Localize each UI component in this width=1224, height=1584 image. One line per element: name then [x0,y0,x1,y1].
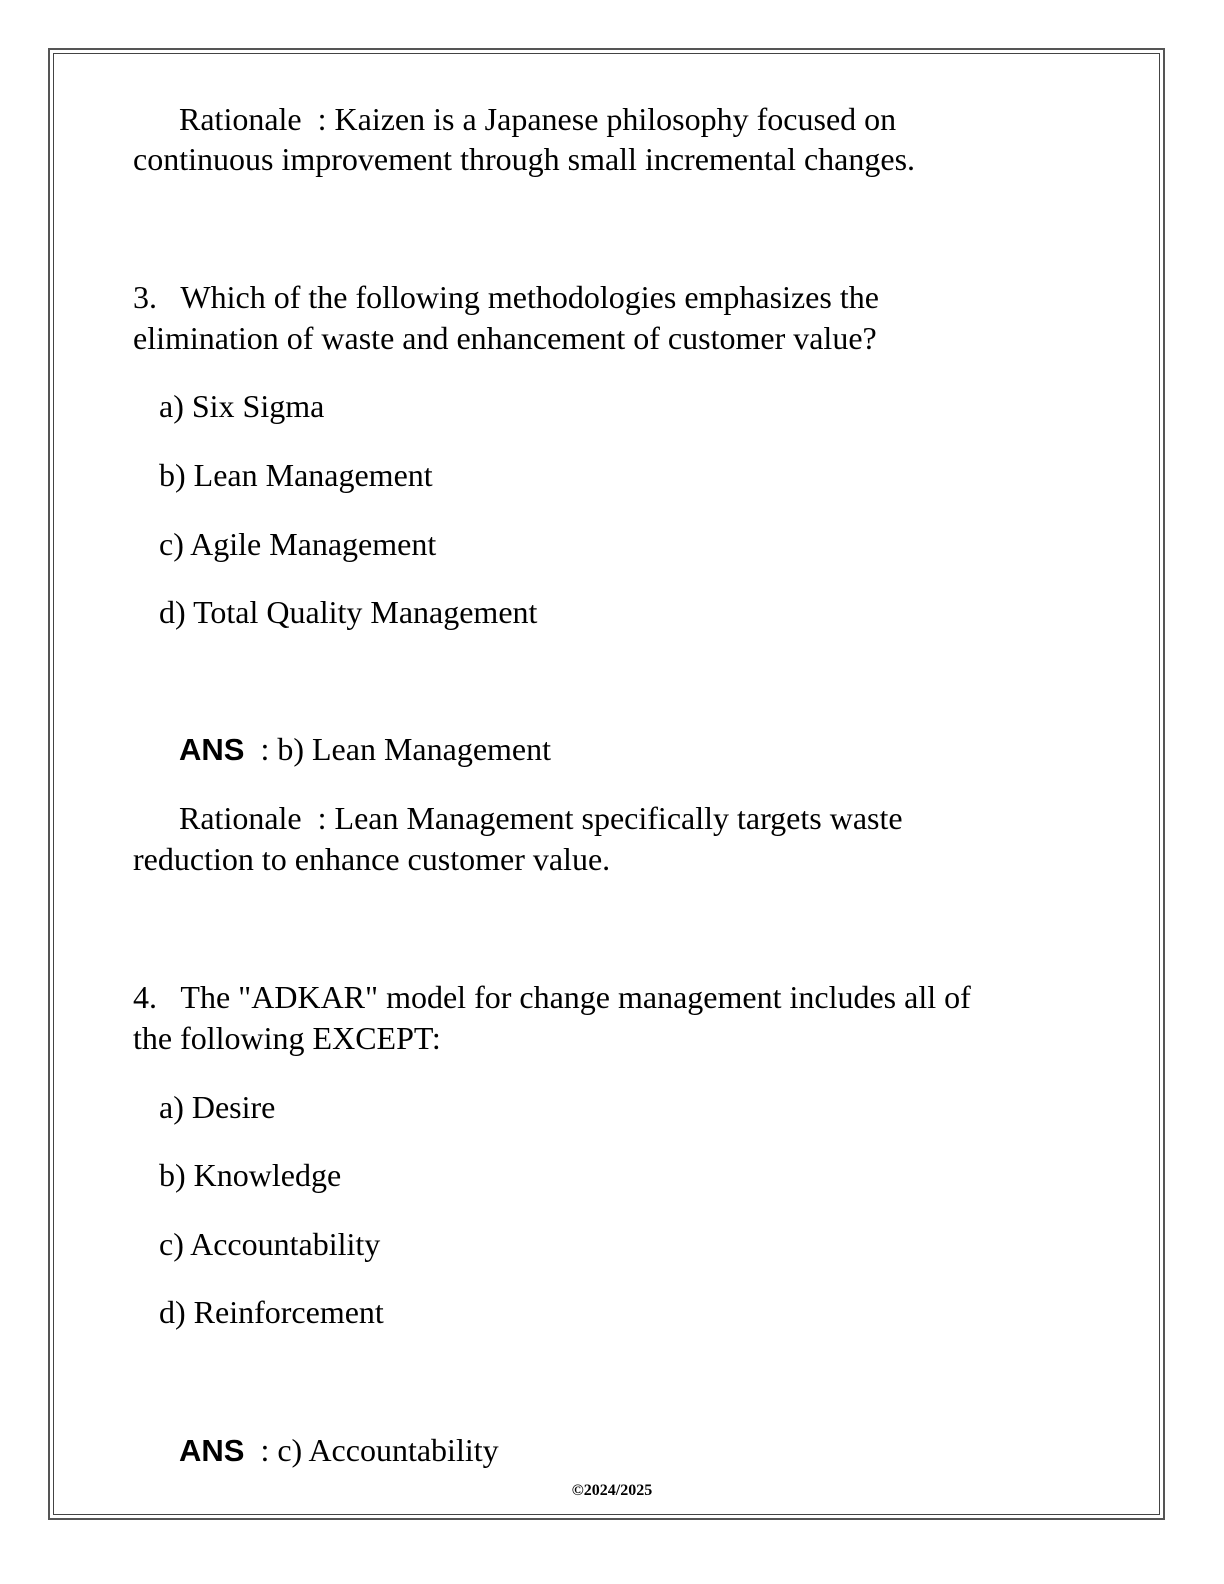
rationale-prev-line1 [179,99,896,139]
q4-ans-label: ANS [179,1433,245,1468]
q3-answer [179,729,551,770]
q4-option-a: a) Desire [159,1089,276,1125]
q3-ans-label: ANS [179,732,245,767]
q4-answer [179,1430,499,1471]
q3-rationale-text: : Lean Management specifically targets waste [317,800,903,836]
q4-text-line1: 4. The "ADKAR" model for change management includes all of [133,979,971,1015]
q3-text-line2: elimination of waste and enhancement of customer value? [133,320,877,356]
q3-text-line1: 3. Which of the following methodologies emphasizes the [133,279,879,315]
q3-rationale-line2: reduction to enhance customer value. [133,841,611,877]
q4-text-line2: the following EXCEPT: [133,1020,441,1056]
q4-option-b: b) Knowledge [159,1157,342,1193]
copyright-footer: ©2024/2025 [571,1482,653,1499]
q3-option-a: a) Six Sigma [159,388,325,424]
rationale-text: : Kaizen is a Japanese philosophy focused on [317,101,897,137]
q3-rationale-line1 [179,798,903,838]
q3-option-d: d) Total Quality Management [159,594,538,630]
q3-option-c: c) Agile Management [159,526,437,562]
q3-option-b: b) Lean Management [159,457,433,493]
rationale-label: Rationale [179,101,302,137]
q4-option-c: c) Accountability [159,1226,381,1262]
q4-option-d: d) Reinforcement [159,1294,384,1330]
rationale-prev-line2: continuous improvement through small incremental changes. [133,141,916,177]
q4-ans-value: : c) Accountability [260,1432,499,1468]
q3-rationale-label: Rationale [179,800,302,836]
q3-ans-value: : b) Lean Management [260,731,551,767]
